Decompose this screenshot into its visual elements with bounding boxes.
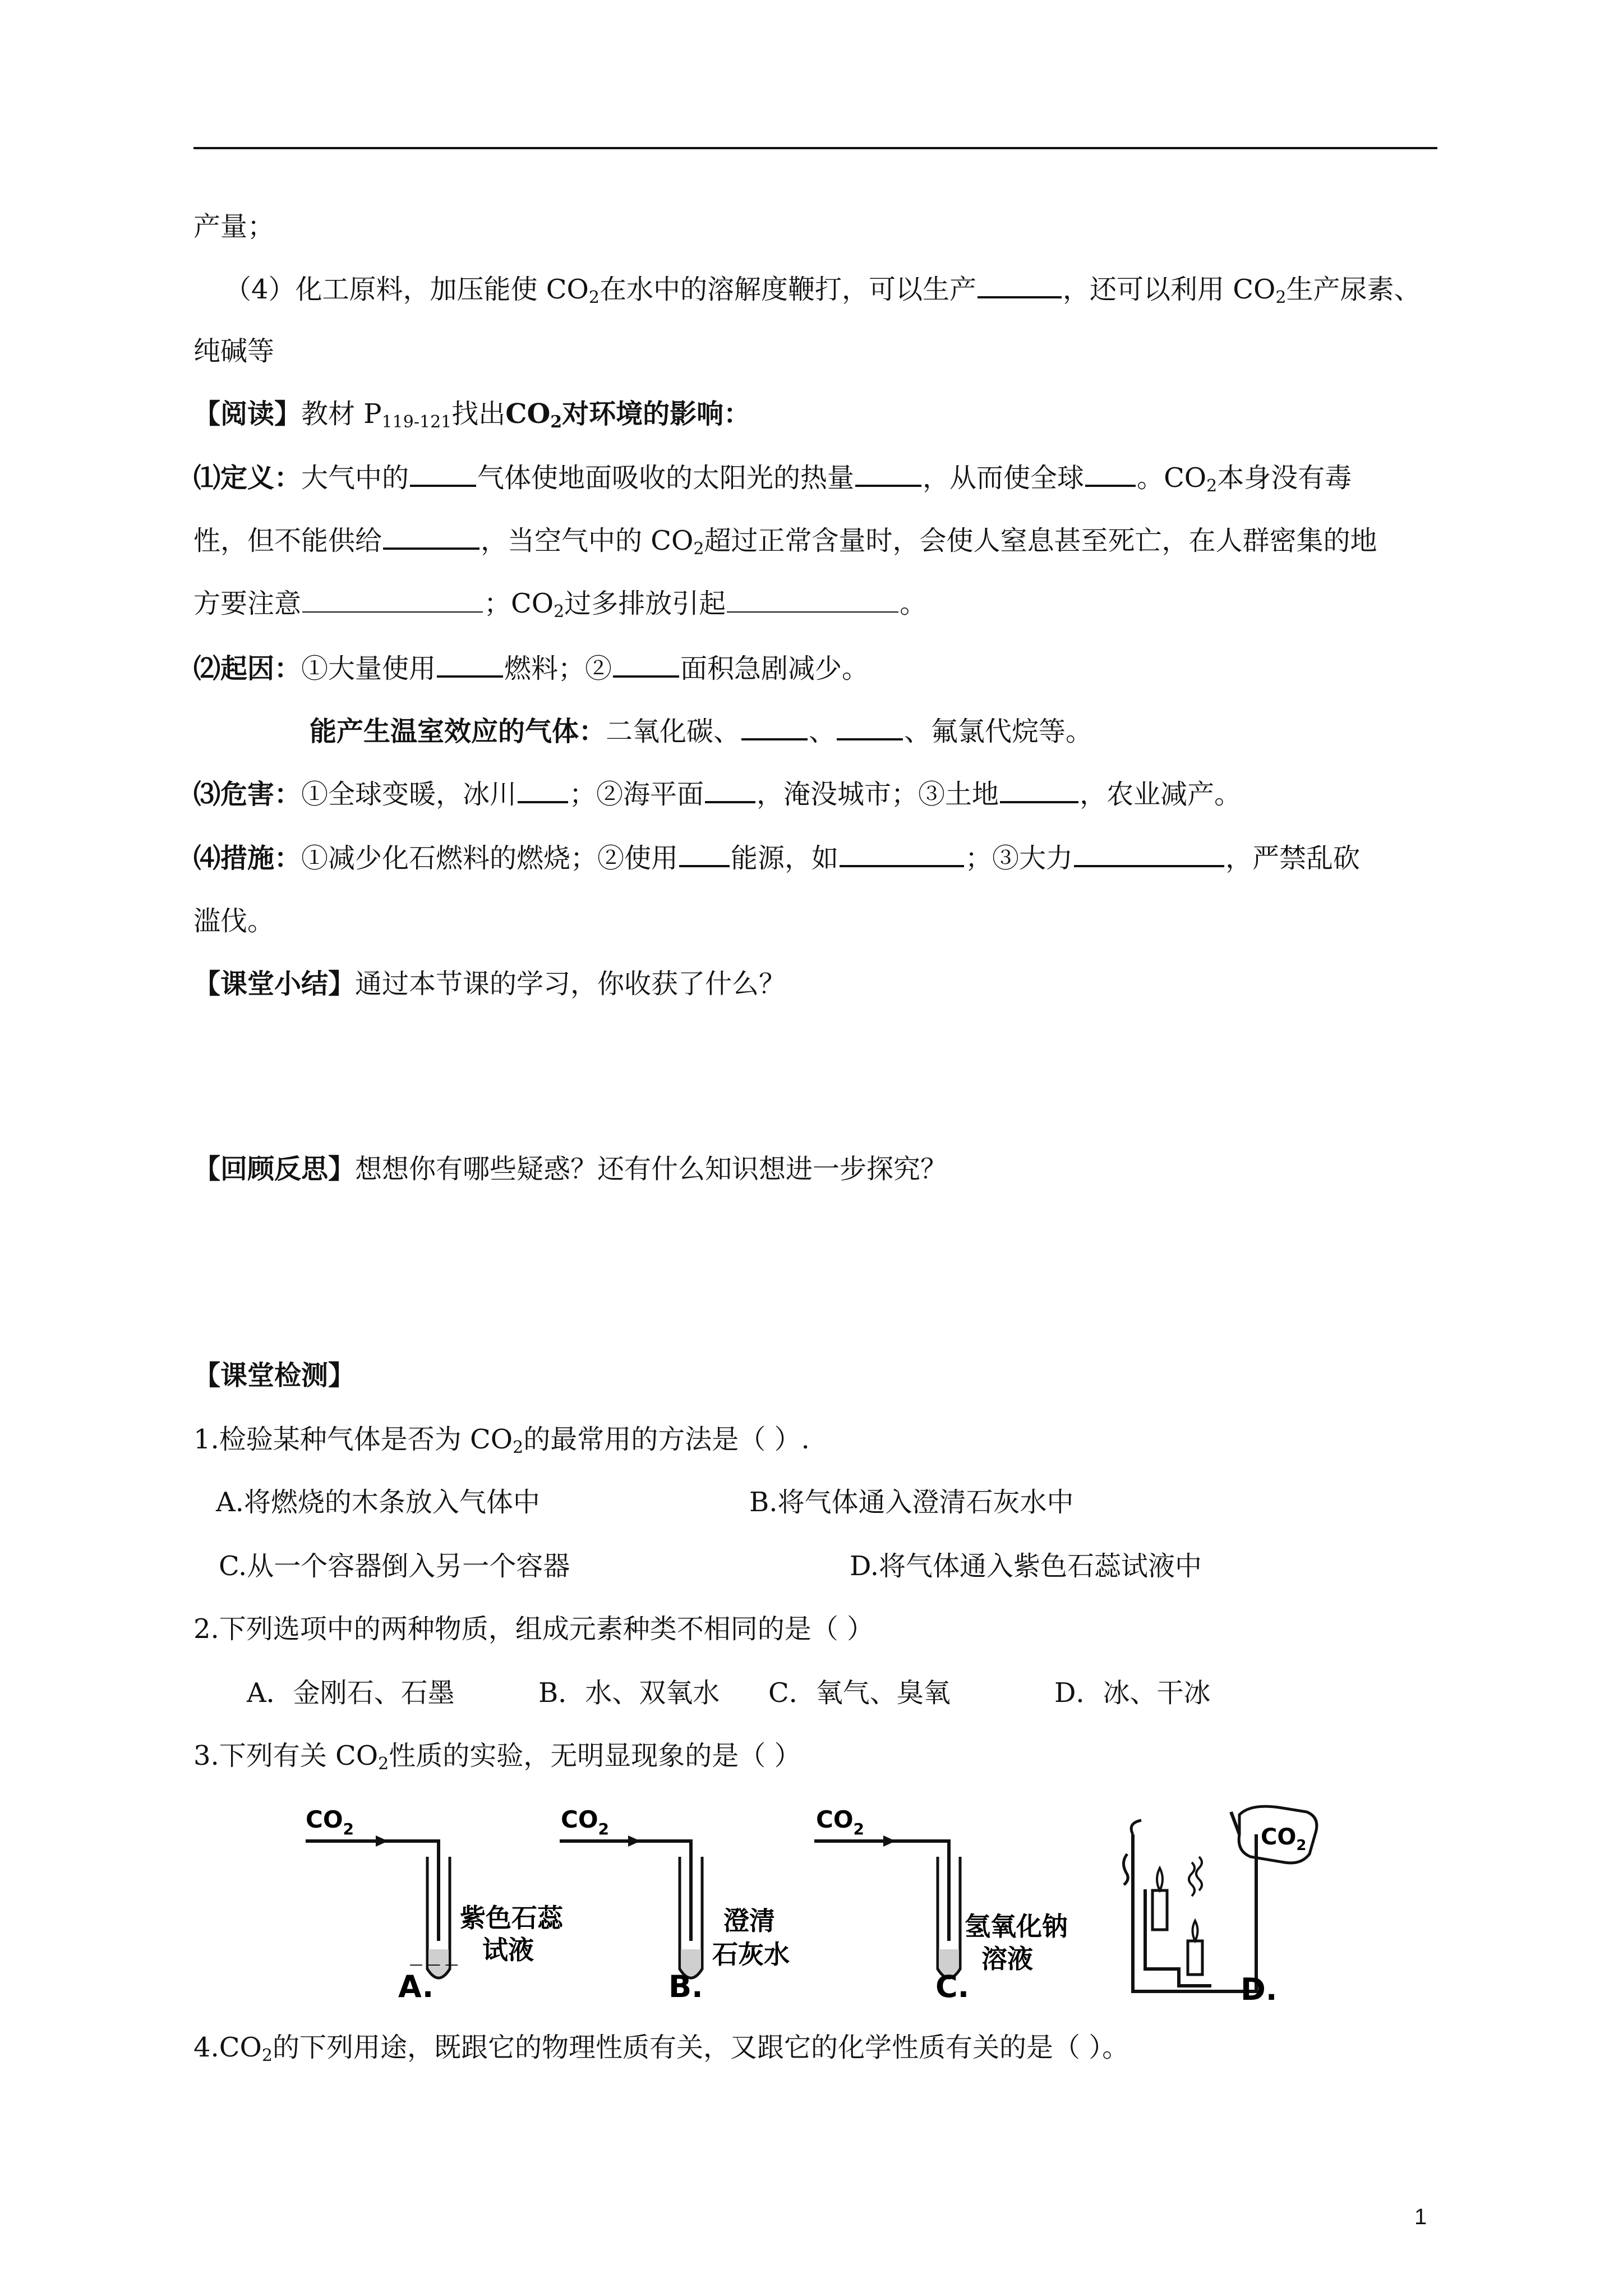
subscript: 2 <box>1206 476 1218 496</box>
question-1 <box>193 1421 810 1457</box>
definition-line-3 <box>193 586 926 622</box>
text: 能源，如 <box>731 843 839 874</box>
text: （4）化工原料，加压能使 CO <box>224 274 589 305</box>
subscript: 2 <box>588 288 600 307</box>
q1-option-a[interactable]: A.将燃烧的木条放入气体中 <box>216 1487 540 1518</box>
text: 在水中的溶解度鞭打，可以生产 <box>599 274 976 305</box>
question-3 <box>193 1738 801 1774</box>
option-letter: C. <box>935 1969 970 2004</box>
q1-option-c[interactable]: C.从一个容器倒入另一个容器 <box>219 1550 570 1582</box>
text: ，当空气中的 CO <box>481 525 694 556</box>
item-label: 能产生温室效应的气体： <box>310 716 606 747</box>
text: 气体使地面吸收的太阳光的热量 <box>477 462 855 494</box>
text: 。CO <box>1137 462 1207 494</box>
review-line <box>193 1151 947 1187</box>
text: 4.CO <box>193 2032 262 2063</box>
text: ，还可以利用 CO <box>1063 274 1276 305</box>
blank-fill[interactable] <box>518 776 568 803</box>
text: 的最常用的方法是（ ）. <box>523 1424 810 1455</box>
reaction-marks: — — — <box>409 1957 459 1972</box>
tube-b-label: 澄清 <box>723 1906 775 1936</box>
q1-option-b[interactable]: B.将气体通入澄清石灰水中 <box>749 1487 1074 1518</box>
tube-b-label: 石灰水 <box>712 1939 790 1970</box>
q1-option-d[interactable]: D.将气体通入紫色石蕊试液中 <box>850 1550 1202 1582</box>
option-letter: A. <box>398 1969 434 2004</box>
text: 找出 <box>451 398 506 430</box>
text: 过多排放引起 <box>564 588 726 619</box>
apparatus-a <box>306 1806 564 2004</box>
apparatus-b <box>560 1806 790 2004</box>
blank-fill[interactable] <box>679 840 730 867</box>
blank-fill[interactable] <box>1074 840 1224 867</box>
text: CO <box>505 398 551 430</box>
text: 3.下列有关 CO <box>193 1740 379 1772</box>
section-label: 【回顾反思】 <box>193 1153 356 1185</box>
text: 1.检验某种气体是否为 CO <box>193 1424 513 1455</box>
blank-fill[interactable] <box>978 272 1062 298</box>
definition-line-2 <box>193 523 1377 559</box>
text: ；③大力 <box>965 843 1073 874</box>
section-label: 【课堂小结】 <box>193 968 356 1000</box>
line-soda: 纯碱等 <box>193 335 275 367</box>
text: 性质的实验，无明显现象的是（ ） <box>389 1740 801 1772</box>
blank-fill[interactable] <box>1000 776 1078 803</box>
text: ，淹没城市；③土地 <box>757 779 999 810</box>
text: 教材 P <box>301 398 382 430</box>
q2-option-c[interactable]: C．氧气、臭氧 <box>768 1677 951 1709</box>
blank-fill[interactable] <box>741 714 808 740</box>
subscript: 119-121 <box>381 412 452 432</box>
subscript: 2 <box>261 2046 273 2065</box>
blank-fill[interactable] <box>705 776 755 803</box>
summary-line <box>193 966 786 1002</box>
item-label: ⑴定义： <box>193 462 302 494</box>
blank-fill[interactable] <box>1085 460 1136 487</box>
subscript: 2 <box>378 1754 389 1774</box>
subscript: 2 <box>554 602 565 622</box>
apparatus-c <box>814 1806 1068 2004</box>
apparatus-d <box>1123 1806 1316 2007</box>
item-label: ⑵起因： <box>193 653 302 684</box>
subscript: 2 <box>1275 288 1287 307</box>
blank-fill[interactable] <box>855 460 921 487</box>
tube-a-label: 紫色石蕊 <box>460 1903 563 1933</box>
gas-label: $CO_2$ <box>1261 1824 1307 1854</box>
tube-a-label: 试液 <box>482 1935 534 1965</box>
blank-fill[interactable] <box>410 460 476 487</box>
text: 、氟氯代烷等。 <box>904 716 1093 747</box>
gas-label: $CO_2$ <box>306 1806 354 1838</box>
measure-line-2: 滥伐。 <box>193 905 275 937</box>
q2-option-b[interactable]: B．水、双氧水 <box>538 1677 720 1709</box>
test-heading: 【课堂检测】 <box>193 1360 356 1391</box>
item-label: ⑷措施： <box>193 843 302 874</box>
text: 燃料；② <box>504 653 612 684</box>
gas-label: $CO_2$ <box>816 1806 865 1838</box>
blank-fill[interactable] <box>840 840 964 867</box>
text: 大气中的 <box>301 462 409 494</box>
tube-c-label: 氢氧化钠 <box>965 1911 1068 1941</box>
blank-fill[interactable] <box>437 651 503 678</box>
co2-experiment-figure <box>292 1801 1324 2008</box>
tube-c-label: 溶液 <box>981 1944 1033 1974</box>
text: ①全球变暖，冰川 <box>301 779 517 810</box>
text: ；CO <box>484 588 554 619</box>
line-chemical-material <box>224 272 1421 307</box>
text: 、 <box>809 716 836 747</box>
q2-option-a[interactable]: A．金刚石、石墨 <box>247 1677 455 1709</box>
text: ；②海平面 <box>569 779 704 810</box>
question-2: 2.下列选项中的两种物质，组成元素种类不相同的是（ ） <box>193 1613 874 1645</box>
text: 本身没有毒 <box>1217 462 1352 494</box>
text: 方要注意 <box>193 588 302 619</box>
greenhouse-gases-line <box>310 714 1092 749</box>
option-letter: B. <box>668 1969 703 2004</box>
text: 通过本节课的学习，你收获了什么？ <box>355 968 786 1000</box>
text: 对环境的影响： <box>562 398 751 430</box>
text: 的下列用途，既跟它的物理性质有关，又跟它的化学性质有关的是（ ）。 <box>272 2032 1129 2063</box>
text: ，从而使全球 <box>923 462 1085 494</box>
text: 面积急剧减少。 <box>680 653 869 684</box>
blank-fill[interactable] <box>302 587 483 613</box>
text: 二氧化碳、 <box>606 716 741 747</box>
text: ①减少化石燃料的燃烧；②使用 <box>301 843 679 874</box>
line-output: 产量； <box>193 211 275 242</box>
harm-line <box>193 776 1241 812</box>
text: ①大量使用 <box>301 653 436 684</box>
blank-fill[interactable] <box>727 587 898 613</box>
subscript: 2 <box>693 539 704 559</box>
definition-line-1 <box>193 460 1352 496</box>
gas-label: $CO_2$ <box>561 1806 610 1838</box>
option-letter: D. <box>1241 1972 1278 2007</box>
question-4 <box>193 2030 1129 2065</box>
subscript: 2 <box>513 1438 524 1457</box>
text: 性，但不能供给 <box>193 525 382 556</box>
cause-line <box>193 651 869 687</box>
blank-fill[interactable] <box>383 523 479 550</box>
blank-fill[interactable] <box>837 714 903 740</box>
text: 。 <box>900 588 927 619</box>
text: 生产尿素、 <box>1286 274 1421 305</box>
header-rule <box>193 147 1437 149</box>
text: 想想你有哪些疑惑？还有什么知识想进一步探究？ <box>355 1153 948 1185</box>
measure-line <box>193 840 1360 876</box>
text: ，农业减产。 <box>1080 779 1242 810</box>
text: ，严禁乱砍 <box>1225 843 1361 874</box>
item-label: ⑶危害： <box>193 779 302 810</box>
section-label: 【阅读】 <box>193 398 302 430</box>
subscript: 2 <box>550 412 562 432</box>
text: 超过正常含量时，会使人窒息甚至死亡，在人群密集的地 <box>704 525 1377 556</box>
reading-heading <box>193 396 750 432</box>
q2-option-d[interactable]: D．冰、干冰 <box>1054 1677 1211 1709</box>
page-number: 1 <box>1414 2205 1427 2229</box>
blank-fill[interactable] <box>613 651 679 678</box>
